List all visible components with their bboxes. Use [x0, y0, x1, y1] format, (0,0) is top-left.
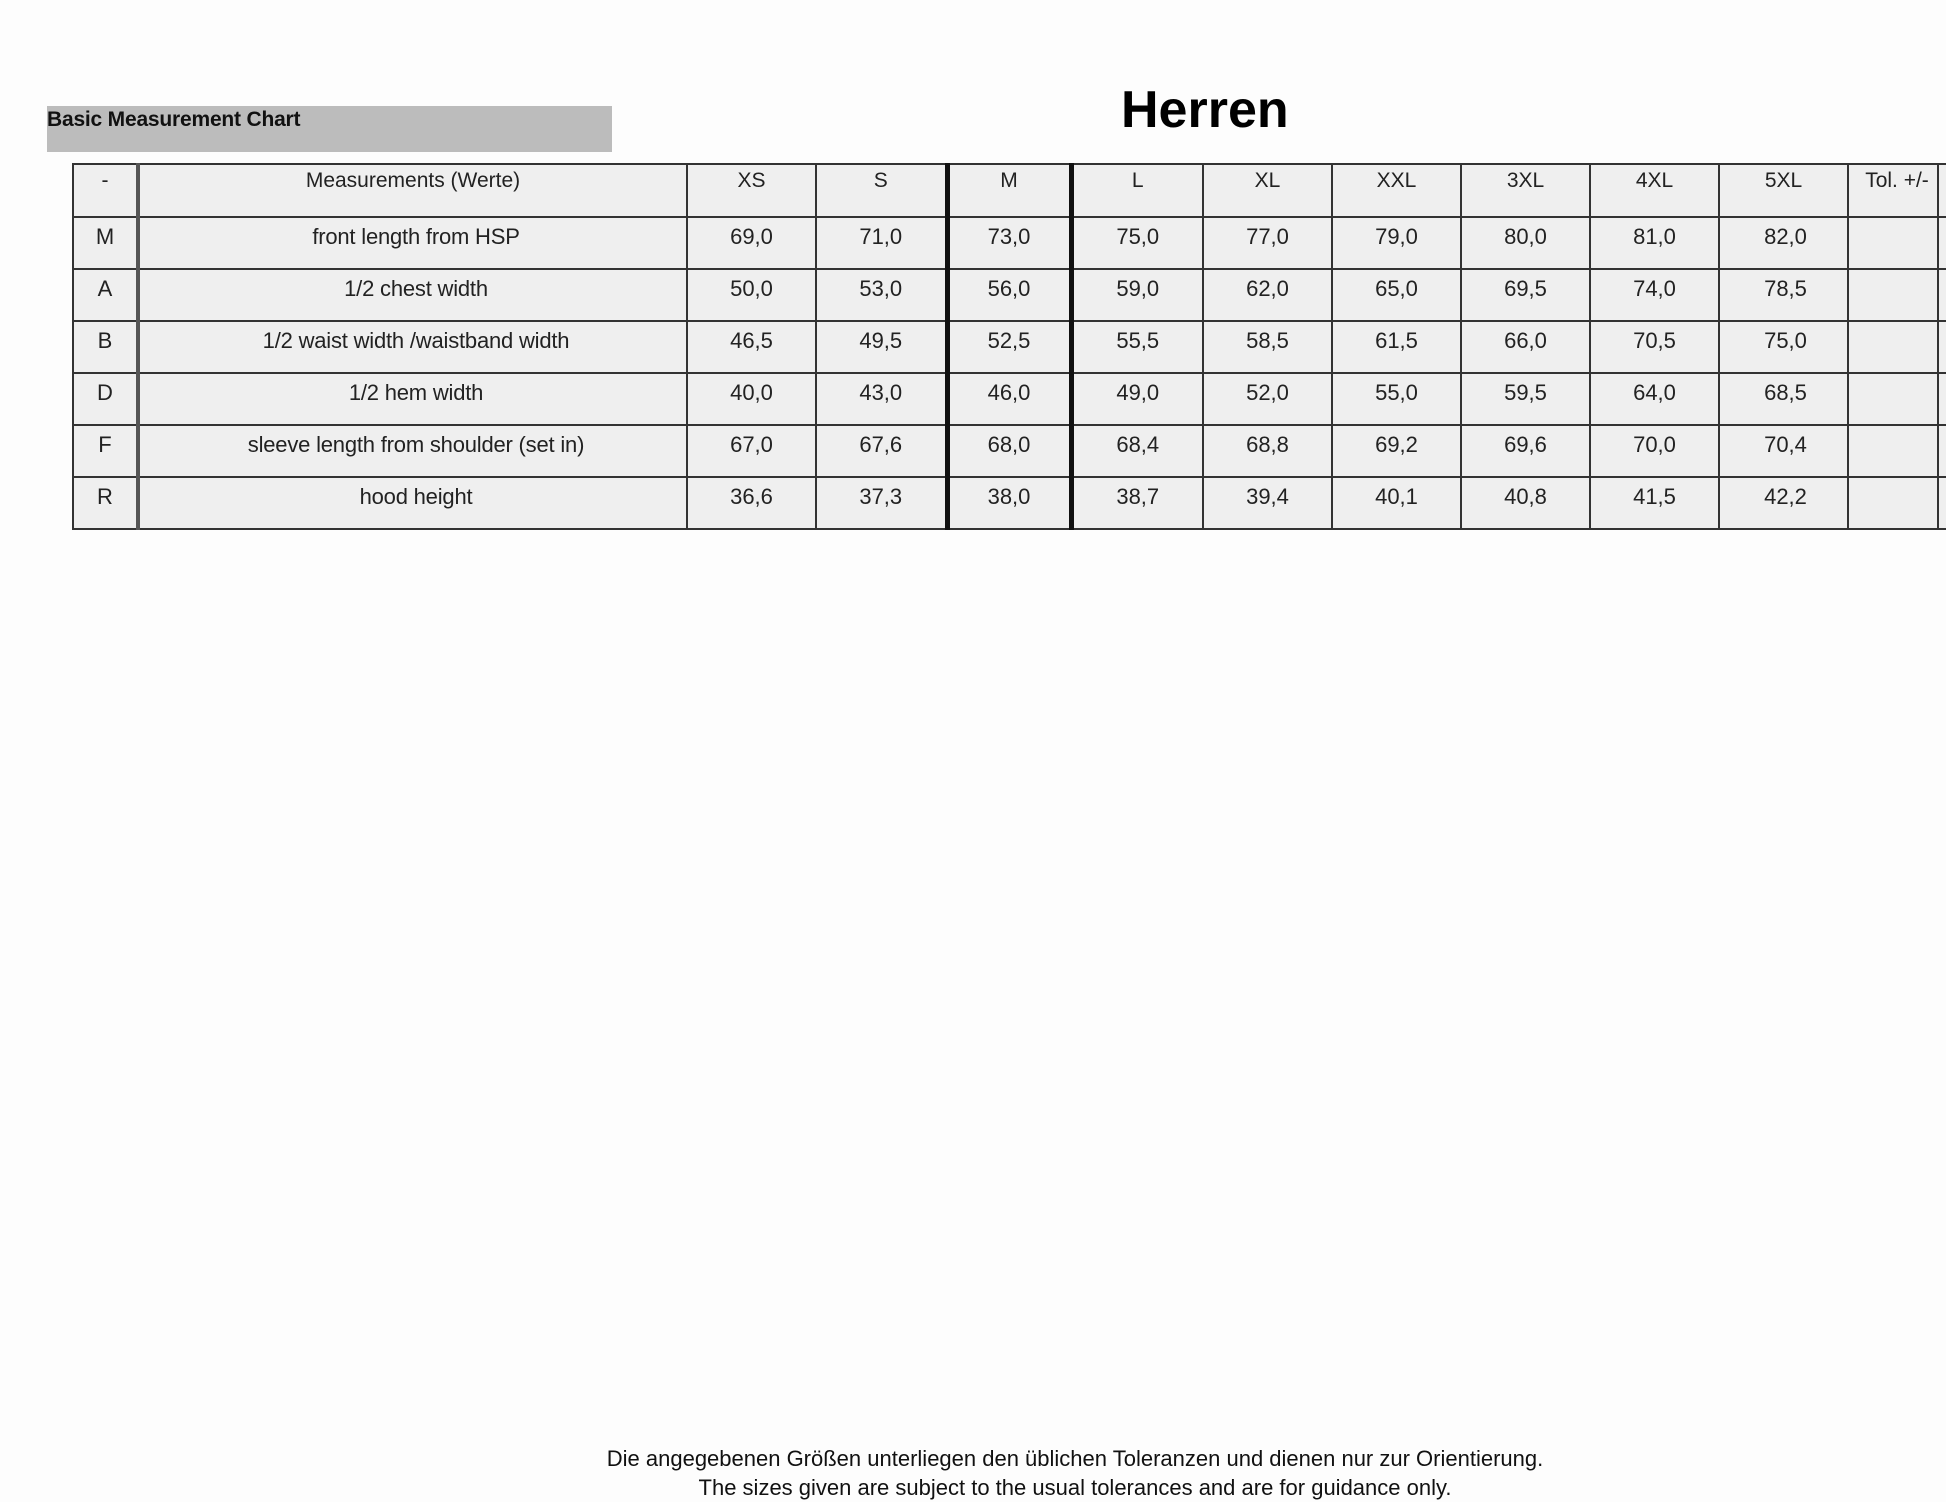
size-value-cell: 40,1	[1332, 477, 1461, 529]
footnote-english: The sizes given are subject to the usual tolerances and are for guidance only.	[698, 1475, 1452, 1500]
row-edge-cell	[1938, 477, 1946, 529]
header-size: XXL	[1332, 164, 1461, 217]
size-value-cell: 61,5	[1332, 321, 1461, 373]
size-value-cell: 38,0	[947, 477, 1071, 529]
size-value-cell: 55,5	[1071, 321, 1203, 373]
row-description: 1/2 chest width	[138, 269, 687, 321]
size-value-cell: 68,5	[1719, 373, 1848, 425]
row-description: 1/2 waist width /waistband width	[138, 321, 687, 373]
row-edge-cell	[1938, 373, 1946, 425]
row-edge-cell	[1938, 425, 1946, 477]
row-description: front length from HSP	[138, 217, 687, 269]
size-value-cell: 68,4	[1071, 425, 1203, 477]
size-value-cell: 69,6	[1461, 425, 1590, 477]
size-value-cell: 56,0	[947, 269, 1071, 321]
header-size: 3XL	[1461, 164, 1590, 217]
size-value-cell: 67,0	[687, 425, 816, 477]
size-value-cell: 70,4	[1719, 425, 1848, 477]
size-value-cell: 40,0	[687, 373, 816, 425]
size-value-cell: 73,0	[947, 217, 1071, 269]
size-value-cell: 69,2	[1332, 425, 1461, 477]
size-value-cell: 43,0	[816, 373, 947, 425]
size-value-cell: 59,5	[1461, 373, 1590, 425]
size-value-cell: 49,5	[816, 321, 947, 373]
table-row	[73, 373, 1946, 425]
tolerance-cell	[1848, 217, 1938, 269]
size-value-cell: 82,0	[1719, 217, 1848, 269]
row-edge-cell	[1938, 217, 1946, 269]
size-value-cell: 38,7	[1071, 477, 1203, 529]
size-value-cell: 67,6	[816, 425, 947, 477]
row-description: sleeve length from shoulder (set in)	[138, 425, 687, 477]
size-value-cell: 52,0	[1203, 373, 1332, 425]
header-size: XS	[687, 164, 816, 217]
size-value-cell: 46,0	[947, 373, 1071, 425]
footnote-german: Die angegebenen Größen unterliegen den üblichen Toleranzen und dienen nur zur Orientierung.	[606, 1446, 1544, 1471]
tolerance-cell	[1848, 477, 1938, 529]
row-code: F	[73, 425, 138, 477]
size-value-cell: 50,0	[687, 269, 816, 321]
size-value-cell: 75,0	[1719, 321, 1848, 373]
size-value-cell: 37,3	[816, 477, 947, 529]
table-row	[73, 477, 1946, 529]
row-code: D	[73, 373, 138, 425]
size-value-cell: 70,0	[1590, 425, 1719, 477]
size-value-cell: 66,0	[1461, 321, 1590, 373]
size-value-cell: 41,5	[1590, 477, 1719, 529]
table-row	[73, 321, 1946, 373]
tolerance-cell	[1848, 425, 1938, 477]
size-value-cell: 58,5	[1203, 321, 1332, 373]
size-value-cell: 55,0	[1332, 373, 1461, 425]
header-tolerance: Tol. +/-	[1848, 164, 1938, 217]
page-title: Herren	[1121, 81, 1289, 139]
size-value-cell: 68,8	[1203, 425, 1332, 477]
row-description: 1/2 hem width	[138, 373, 687, 425]
size-value-cell: 81,0	[1590, 217, 1719, 269]
size-value-cell: 69,5	[1461, 269, 1590, 321]
size-value-cell: 53,0	[816, 269, 947, 321]
table-row	[73, 269, 1946, 321]
header-size: 5XL	[1719, 164, 1848, 217]
measurement-table	[72, 163, 1946, 530]
size-value-cell: 39,4	[1203, 477, 1332, 529]
size-value-cell: 74,0	[1590, 269, 1719, 321]
size-value-cell: 75,0	[1071, 217, 1203, 269]
tolerance-cell	[1848, 321, 1938, 373]
size-value-cell: 46,5	[687, 321, 816, 373]
size-value-cell: 65,0	[1332, 269, 1461, 321]
size-value-cell: 71,0	[816, 217, 947, 269]
size-value-cell: 52,5	[947, 321, 1071, 373]
row-edge-cell	[1938, 269, 1946, 321]
size-value-cell: 36,6	[687, 477, 816, 529]
header-size: S	[816, 164, 947, 217]
size-value-cell: 64,0	[1590, 373, 1719, 425]
size-value-cell: 49,0	[1071, 373, 1203, 425]
row-code: M	[73, 217, 138, 269]
size-value-cell: 42,2	[1719, 477, 1848, 529]
tolerance-cell	[1848, 373, 1938, 425]
size-value-cell: 69,0	[687, 217, 816, 269]
header-row	[73, 164, 1946, 217]
size-value-cell: 79,0	[1332, 217, 1461, 269]
row-code: R	[73, 477, 138, 529]
header-edge-cell	[1938, 164, 1946, 217]
row-description: hood height	[138, 477, 687, 529]
table-row	[73, 425, 1946, 477]
measurement-table-body	[73, 164, 1946, 529]
row-code: B	[73, 321, 138, 373]
row-edge-cell	[1938, 321, 1946, 373]
chart-label: Basic Measurement Chart	[47, 108, 301, 131]
size-value-cell: 68,0	[947, 425, 1071, 477]
size-value-cell: 70,5	[1590, 321, 1719, 373]
size-value-cell: 77,0	[1203, 217, 1332, 269]
row-code: A	[73, 269, 138, 321]
size-value-cell: 80,0	[1461, 217, 1590, 269]
header-code: -	[73, 164, 138, 217]
table-row	[73, 217, 1946, 269]
header-size: L	[1071, 164, 1203, 217]
header-size: 4XL	[1590, 164, 1719, 217]
chart-label-box	[47, 106, 612, 152]
header-size: XL	[1203, 164, 1332, 217]
tolerance-cell	[1848, 269, 1938, 321]
size-value-cell: 40,8	[1461, 477, 1590, 529]
header-measurements: Measurements (Werte)	[138, 164, 687, 217]
header-size: M	[947, 164, 1071, 217]
size-value-cell: 59,0	[1071, 269, 1203, 321]
size-value-cell: 78,5	[1719, 269, 1848, 321]
size-value-cell: 62,0	[1203, 269, 1332, 321]
